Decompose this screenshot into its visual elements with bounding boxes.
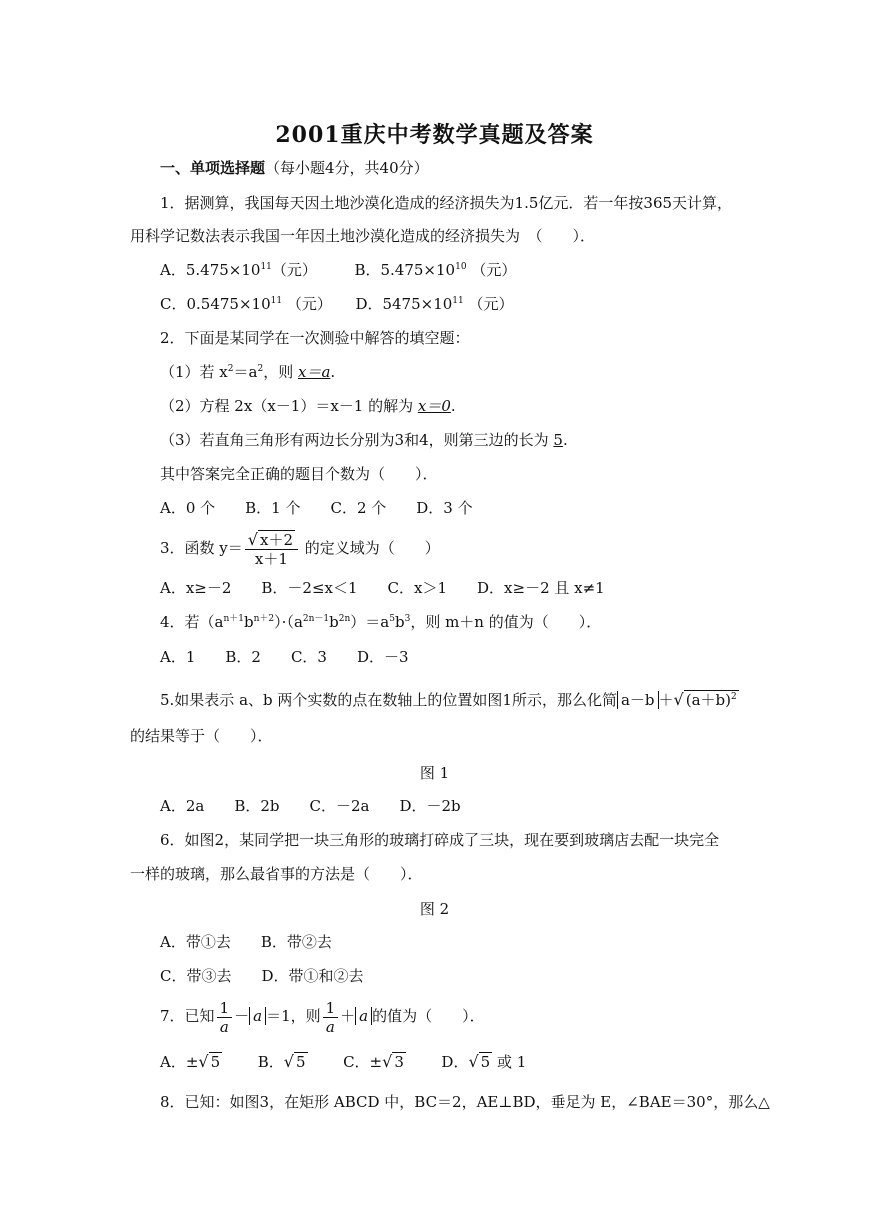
q3-options: A．x≥－2 B．－2≤x＜1 C．x＞1 D．x≥－2 且 x≠1	[160, 579, 605, 597]
q2-text-line5: 其中答案完全正确的题目个数为（ ）．	[160, 465, 438, 483]
figure-2-caption: 图 2	[419, 900, 450, 918]
q1-options-cd	[160, 294, 514, 314]
q1-option-b: B．$5.475\times 10^{10}$ （元）	[354, 261, 517, 279]
q1-option-a: A．$5.475\times 10^{11}$（元）	[160, 261, 317, 279]
q5-text-line1: 5.如果表示 a、b 两个实数的点在数轴上的位置如图1所示，那么化简 a－b ＋√ $(a+b)^2$	[160, 690, 737, 709]
section-heading	[160, 158, 429, 178]
q7-text: 7．已知 $\frac{1}{a}$ － a ＝1，则 $\frac{1}{a}$ ＋ a 的值为（ ）．	[160, 998, 485, 1036]
q7-option-b: B．√ 5	[257, 1052, 306, 1071]
q2-part3-answer: 5	[553, 431, 563, 449]
q3-fraction: $\frac{√ x+2}{x+1}$	[245, 531, 298, 568]
figure-1-caption: 图 1	[419, 764, 450, 782]
q2-options: A．0 个 B．1 个 C．2 个 D．3 个	[160, 499, 473, 517]
q6-options-ab: A．带①去 B．带②去	[160, 933, 332, 951]
q2-text-line1: 2．下面是某同学在一次测验中解答的填空题：	[160, 329, 470, 347]
q5-abs: a－b	[617, 691, 659, 709]
q7-option-a: A．±√ 5	[160, 1052, 221, 1071]
q3-text: 3．函数 y＝ $\frac{√ x+2}{x+1}$ 的定义域为（ ）	[160, 529, 440, 568]
section-heading-label: 一、单项选择题	[160, 159, 266, 177]
q1-text-line2: 用科学记数法表示我国一年因土地沙漠化造成的经济损失为 （ ）．	[130, 227, 596, 245]
q1-text-line1: 1．据测算，我国每天因土地沙漠化造成的经济损失为1.5亿元．若一年按365天计算，	[160, 194, 733, 212]
q2-part2-answer: x＝0	[417, 397, 451, 415]
q5-sqrt: $(a+b)^2$	[685, 691, 737, 709]
q7-options	[160, 1052, 526, 1072]
q7-fraction-2: $\frac{1}{a}$	[323, 999, 339, 1036]
q2-part1-answer: x＝a	[297, 363, 331, 381]
q8-text-line1: 8．已知：如图3，在矩形 ABCD 中，BC＝2，AE⊥BD，垂足为 E，∠BAE＝30°，那么△	[160, 1093, 770, 1111]
q4-options: A．1 B．2 C．3 D．－3	[160, 648, 409, 666]
q2-part1: （1）若 $x^2=a^2$，则 x＝a.	[160, 363, 336, 381]
q5-options: A．2a B．2b C．－2a D．－2b	[160, 797, 461, 815]
q7-option-d: D．√ 5 或 1	[441, 1052, 527, 1071]
q7-fraction-1: $\frac{1}{a}$	[217, 999, 233, 1036]
q1-option-d: D．$5475\times 10^{11}$ （元）	[355, 295, 514, 313]
section-heading-note: （每小题4分，共40分）	[265, 159, 429, 177]
q1-option-c: C．$0.5475\times 10^{11}$ （元）	[160, 295, 332, 313]
q6-options-cd: C．带③去 D．带①和②去	[160, 967, 364, 985]
q1-options-ab	[160, 260, 516, 280]
q6-text-line1: 6．如图2，某同学把一块三角形的玻璃打碎成了三块，现在要到玻璃店去配一块完全	[160, 831, 720, 849]
q7-option-c: C．±√ 3	[343, 1052, 404, 1071]
q6-text-line2: 一样的玻璃，那么最省事的方法是（ ）．	[130, 865, 423, 883]
q2-part2: （2）方程 2x（x－1）＝x－1 的解为 x＝0.	[160, 397, 456, 415]
page-title: 2001重庆中考数学真题及答案	[275, 122, 594, 148]
q5-text-line2: 的结果等于（ ）．	[130, 727, 273, 745]
q4-text: 4．若$(a^{n+1}b^{n+2})\cdot(a^{2n-1}b^{2n})=a^5b^3$，则 m＋n 的值为（ ）．	[160, 613, 602, 631]
q2-part3: （3）若直角三角形有两边长分别为3和4，则第三边的长为 5.	[160, 431, 568, 449]
